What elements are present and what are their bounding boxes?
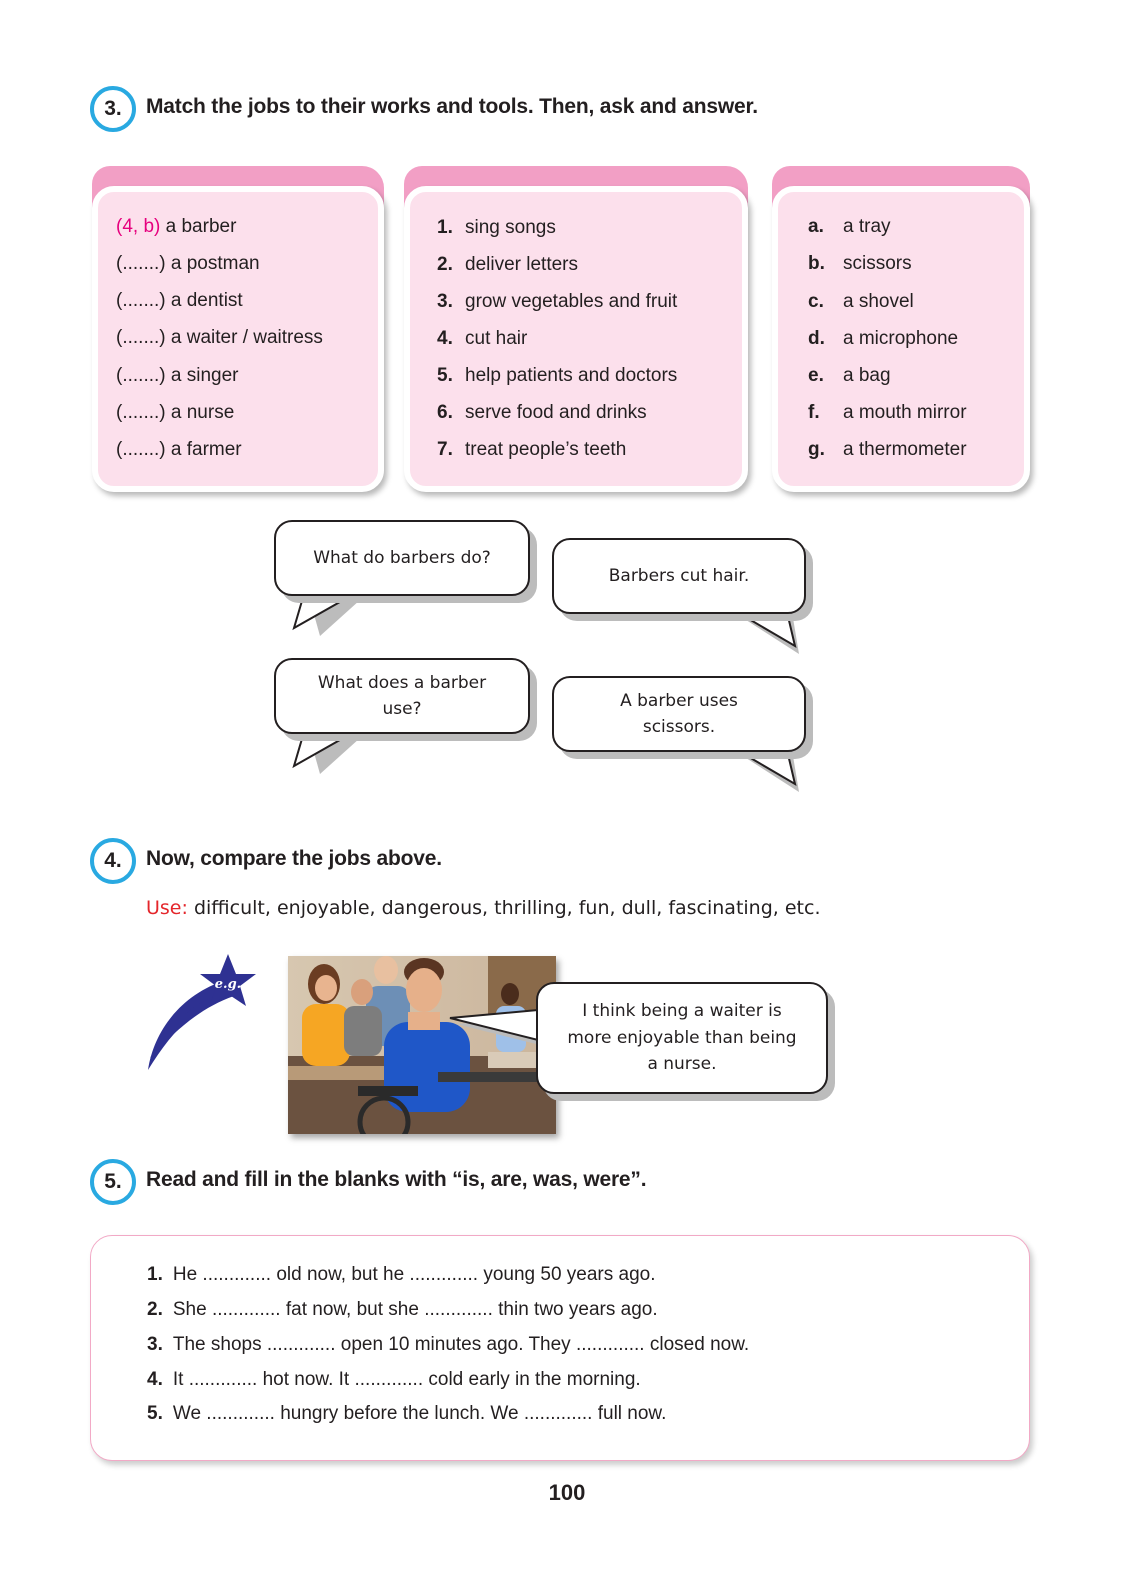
job-label: a nurse xyxy=(170,402,235,423)
eg-label: e.g. xyxy=(214,977,242,992)
job-label: a farmer xyxy=(170,439,242,460)
job-row xyxy=(116,365,239,387)
job-label: a singer xyxy=(170,365,239,386)
job-row xyxy=(116,216,236,238)
job-row xyxy=(116,402,234,424)
exercise-3-number: 3. xyxy=(90,86,136,132)
job-row xyxy=(116,327,323,349)
use-label: Use: xyxy=(146,897,188,919)
job-label: a dentist xyxy=(170,290,243,311)
tool-row: f. a mouth mirror xyxy=(808,402,967,423)
fill-row: 4. It ............. hot now. It ............. cold early in the morning. xyxy=(147,1369,641,1390)
speech-bubble-question-2: What does a barber use? xyxy=(274,658,530,734)
answer-blank[interactable]: (.......) xyxy=(116,253,166,274)
exercise-5-number: 5. xyxy=(90,1159,136,1205)
job-row xyxy=(116,290,243,312)
answer-blank[interactable]: (.......) xyxy=(116,365,166,386)
speech-bubble-question-1: What do barbers do? xyxy=(274,520,530,596)
tool-row: e. a bag xyxy=(808,365,891,386)
work-row: 2. deliver letters xyxy=(437,254,578,275)
work-row: 5. help patients and doctors xyxy=(437,365,678,386)
answer-blank[interactable]: (.......) xyxy=(116,290,166,311)
fill-in-blanks-box xyxy=(90,1235,1030,1461)
job-label: a barber xyxy=(165,216,237,237)
answer-blank[interactable]: (.......) xyxy=(116,327,166,348)
job-row xyxy=(116,439,242,461)
exercise-3-title: Match the jobs to their works and tools. Then, ask and answer. xyxy=(146,95,758,118)
fill-row: 2. She ............. fat now, but she ............. thin two years ago. xyxy=(147,1299,658,1320)
use-words: difficult, enjoyable, dangerous, thrilling, fun, dull, fascinating, etc. xyxy=(193,897,821,919)
tool-row: c. a shovel xyxy=(808,291,914,312)
answer-blank[interactable]: (.......) xyxy=(116,402,166,423)
fill-row: 5. We ............. hungry before the lunch. We ............. full now. xyxy=(147,1403,667,1424)
example-star-icon xyxy=(140,950,260,1075)
exercise-4-number: 4. xyxy=(90,838,136,884)
tool-row: g. a thermometer xyxy=(808,439,967,460)
work-row: 4. cut hair xyxy=(437,328,528,349)
page-number: 100 xyxy=(548,1480,586,1505)
use-words-line xyxy=(146,897,821,919)
speech-bubble-answer-1: Barbers cut hair. xyxy=(552,538,806,614)
work-row: 6. serve food and drinks xyxy=(437,402,647,423)
speech-bubble-example: I think being a waiter is more enjoyable than being a nurse. xyxy=(536,982,828,1094)
exercise-5-title: Read and fill in the blanks with “is, are, was, were”. xyxy=(146,1168,647,1191)
exercise-4-title: Now, compare the jobs above. xyxy=(146,847,442,870)
job-label: a waiter / waitress xyxy=(170,327,323,348)
tool-row: a. a tray xyxy=(808,216,891,237)
job-label: a postman xyxy=(170,253,260,274)
speech-bubble-answer-2: A barber uses scissors. xyxy=(552,676,806,752)
work-row: 1. sing songs xyxy=(437,217,556,238)
answer-blank[interactable]: (.......) xyxy=(116,439,166,460)
fill-row: 1. He ............. old now, but he ............. young 50 years ago. xyxy=(147,1264,656,1285)
work-row: 3. grow vegetables and fruit xyxy=(437,291,678,312)
work-row: 7. treat people’s teeth xyxy=(437,439,627,460)
fill-row: 3. The shops ............. open 10 minutes ago. They ............. closed now. xyxy=(147,1334,750,1355)
example-answer: (4, b) xyxy=(116,216,161,237)
tool-row: b. scissors xyxy=(808,253,912,274)
job-row xyxy=(116,253,260,275)
tool-row: d. a microphone xyxy=(808,328,959,349)
